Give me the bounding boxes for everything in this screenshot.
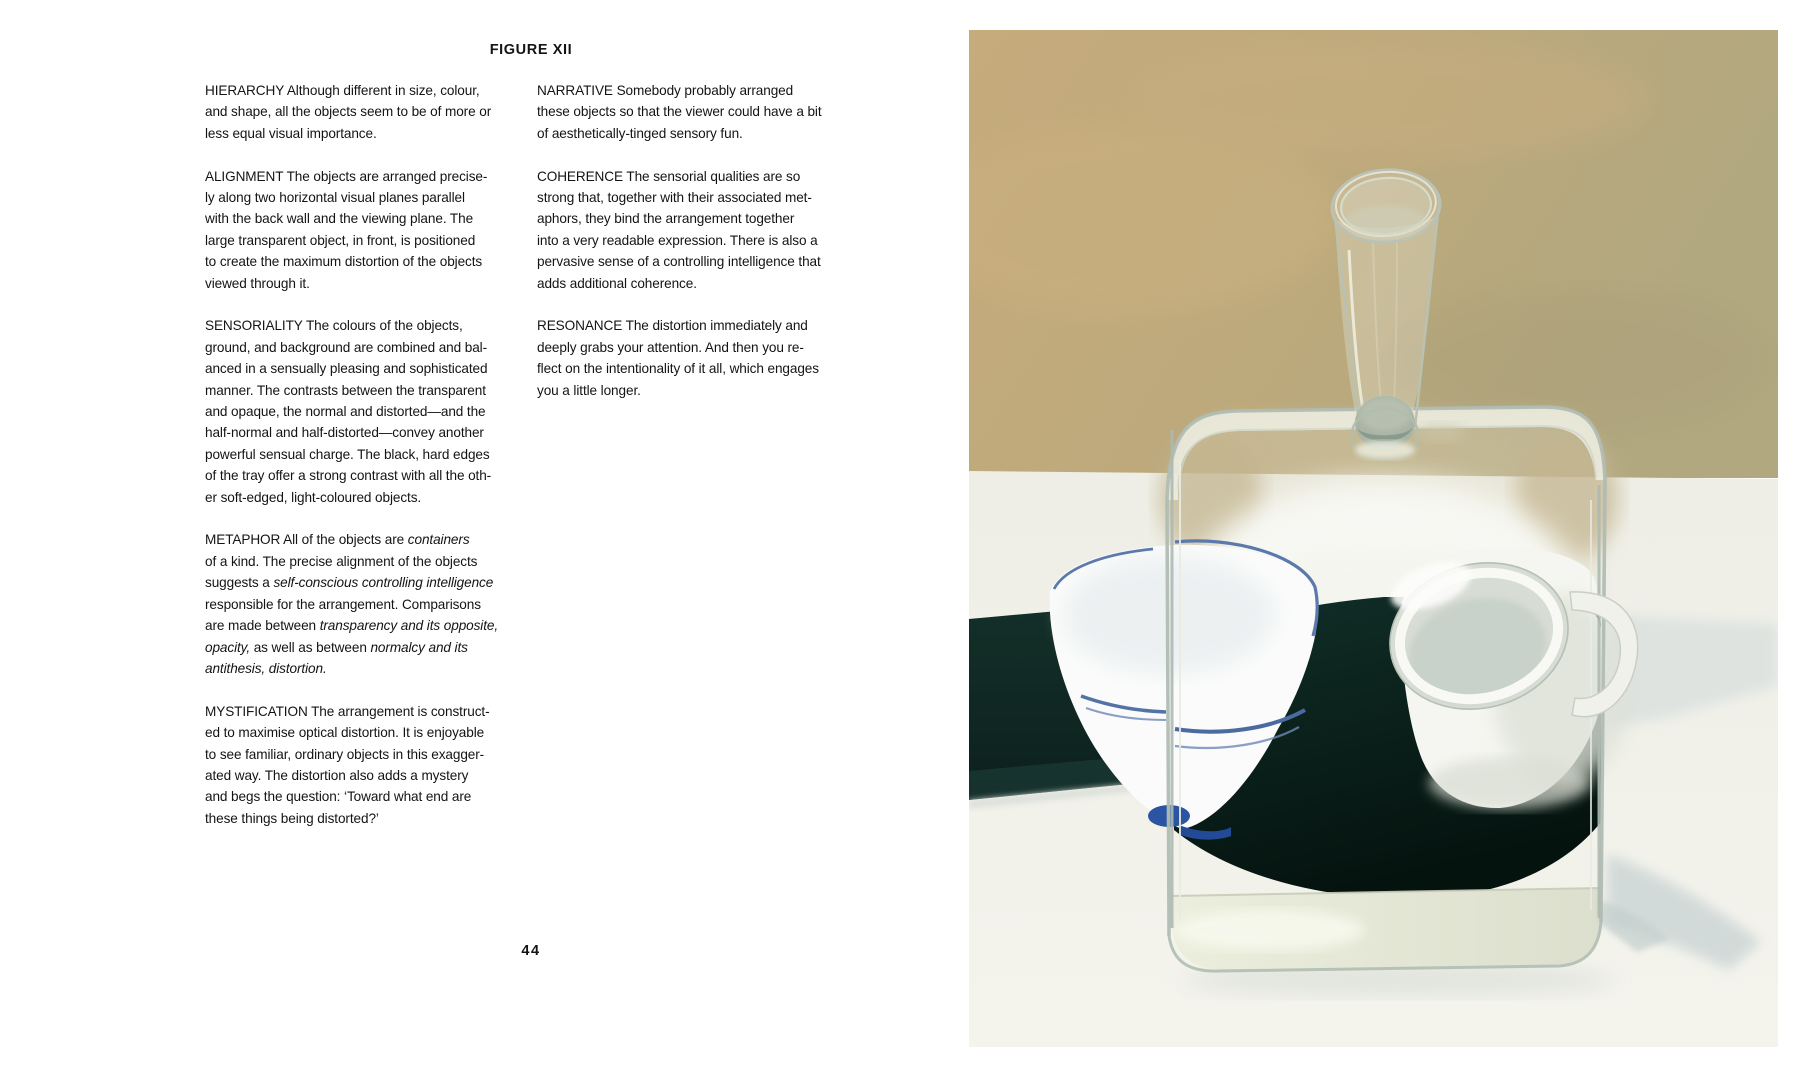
text-line: antithesis, distortion. [205, 660, 327, 676]
text-line: and shape, all the objects seem to be of more or [205, 104, 492, 120]
text-line: these things being distorted?’ [205, 810, 379, 826]
wall-streak [1129, 40, 1649, 160]
paragraph-alignment [205, 166, 531, 294]
text-column-1 [205, 80, 531, 851]
text-line: strong that, together with their associated met- [537, 190, 812, 206]
text-line: you a little longer. [537, 382, 641, 398]
text-line: pervasive sense of a controlling intelligence that [537, 254, 821, 270]
text-line: these objects so that the viewer could have a bit [537, 104, 822, 120]
painting-svg [969, 30, 1778, 1047]
paragraph-hierarchy [205, 80, 531, 144]
text-line: SENSORIALITY The colours of the objects, [205, 318, 463, 334]
text-line: ALIGNMENT The objects are arranged precise- [205, 168, 488, 184]
text-line: large transparent object, in front, is positioned [205, 232, 476, 248]
text-line: into a very readable expression. There is also a [537, 232, 818, 248]
text-line: responsible for the arrangement. Comparisons [205, 596, 481, 612]
paragraph-metaphor [205, 529, 531, 679]
text-line: half-normal and half-distorted—convey another [205, 425, 484, 441]
text-line: ed to maximise optical distortion. It is enjoyable [205, 725, 485, 741]
text-line: anced in a sensually pleasing and sophisticated [205, 361, 488, 377]
text-line: and opaque, the normal and distorted—and the [205, 404, 486, 420]
text-line: aphors, they bind the arrangement together [537, 211, 795, 227]
text-line: deeply grabs your attention. And then you re- [537, 339, 804, 355]
text-line: RESONANCE The distortion immediately and [537, 318, 808, 334]
figure-label: FIGURE XII [489, 42, 573, 58]
page-number: 44 [521, 943, 541, 959]
tumbler-base-light [1355, 441, 1415, 459]
still-life-painting [969, 30, 1778, 1047]
text-line: and begs the question: ‘Toward what end are [205, 789, 472, 805]
text-line: viewed through it. [205, 275, 310, 291]
paragraph-mystification [205, 701, 531, 829]
text-line: ly along two horizontal visual planes parallel [205, 190, 465, 206]
text-line: ated way. The distortion also adds a mystery [205, 767, 469, 783]
text-line: manner. The contrasts between the transparent [205, 382, 486, 398]
text-line: ground, and background are combined and bal- [205, 339, 488, 355]
text-line: powerful sensual charge. The black, hard edges [205, 446, 490, 462]
text-line: of aesthetically-tinged sensory fun. [537, 125, 743, 141]
text-line: flect on the intentionality of it all, which engages [537, 361, 819, 377]
text-line: with the back wall and the viewing plane. The [205, 211, 474, 227]
text-line: to create the maximum distortion of the objects [205, 254, 483, 270]
tumbler-shadow [1417, 422, 1465, 442]
glass-base-highlight [1174, 910, 1364, 950]
text-line: of a kind. The precise alignment of the objects [205, 553, 478, 569]
text-line: to see familiar, ordinary objects in this exagger- [205, 746, 485, 762]
text-column-2 [537, 80, 863, 422]
text-line: er soft-edged, light-coloured objects. [205, 489, 422, 505]
paragraph-narrative [537, 80, 863, 144]
text-line: COHERENCE The sensorial qualities are so [537, 168, 801, 184]
cup-shading-bottom [1429, 757, 1589, 809]
text-line: of the tray offer a strong contrast with all the oth- [205, 468, 492, 484]
paragraph-sensoriality [205, 315, 531, 508]
text-line: MYSTIFICATION The arrangement is construct- [205, 703, 490, 719]
paragraph-resonance [537, 315, 863, 401]
text-line: NARRATIVE Somebody probably arranged [537, 83, 794, 98]
paragraph-coherence [537, 166, 863, 294]
text-line: less equal visual importance. [205, 125, 377, 141]
text-line: opacity, as well as between normalcy and its [205, 639, 468, 655]
text-line: are made between transparency and its opposite, [205, 618, 499, 634]
tumbler-rim-inner-shade [1346, 206, 1426, 238]
text-line: suggests a self-conscious controlling intelligence [205, 575, 494, 591]
text-line: HIERARCHY Although different in size, colour, [205, 83, 480, 98]
text-line: METAPHOR All of the objects are containers [205, 532, 470, 548]
text-line: adds additional coherence. [537, 275, 697, 291]
